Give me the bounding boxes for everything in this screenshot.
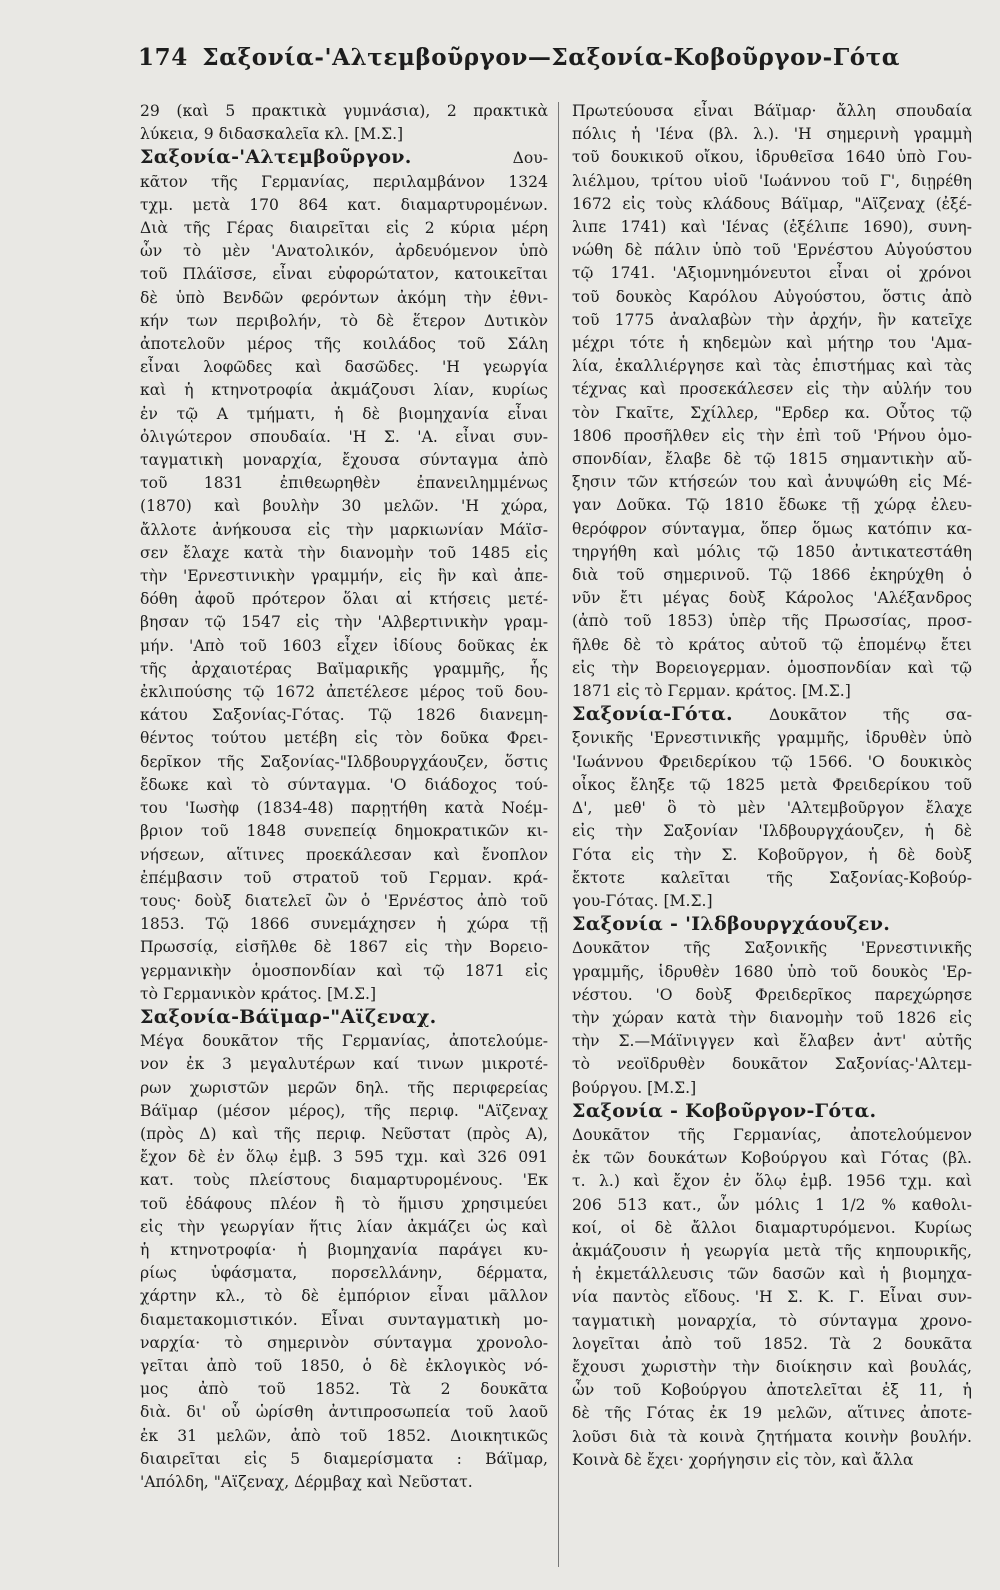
- line-text: 206 513 κατ., ὧν μόλις 1 1/2 % καθολι-: [572, 1195, 972, 1214]
- text-line: [572, 634, 972, 657]
- text-line: [140, 844, 548, 867]
- text-line: [140, 287, 548, 310]
- right-column: [572, 100, 972, 1472]
- text-line: [140, 146, 548, 170]
- line-text: κᾶτον τῆς Γερμανίας, περιλαμβάνον 1324: [140, 172, 548, 191]
- line-text: λιπε 1741) καὶ 'Ιένας (ἐξέλιπε 1690), συνη-: [572, 218, 972, 237]
- text-line: [572, 309, 972, 332]
- text-line: [140, 727, 548, 750]
- line-text: διὰ τοῦ σημερινοῦ. Τῷ 1866 ἐκηρύχθη ὁ: [572, 566, 972, 585]
- text-line: [140, 310, 548, 333]
- text-line: [572, 587, 972, 610]
- text-line: [140, 542, 548, 565]
- line-text: 29 (καὶ 5 πρακτικὰ γυμνάσια), 2 πρακτικὰ: [140, 102, 548, 120]
- line-text: εἰς τὴν γεωργίαν ἥτις λίαν ἀκμάζει ὡς καὶ: [140, 1217, 548, 1236]
- text-line: [572, 1333, 972, 1356]
- text-line: [140, 123, 548, 146]
- text-line: [572, 216, 972, 239]
- line-text: νῦν ἔτι μέγας δοὺξ Κάρολος 'Αλέξανδρος: [572, 589, 972, 608]
- line-text: Δουκᾶτον τῆς Γερμανίας, ἀποτελούμενον: [572, 1125, 972, 1144]
- line-text: (πρὸς Δ) καὶ τῆς περιφ. Νεῦστατ (πρὸς Α),: [140, 1124, 548, 1143]
- text-line: [140, 519, 548, 542]
- text-line: [140, 1030, 548, 1053]
- text-line: [572, 844, 972, 867]
- line-text: εἶναι λοφῶδες καὶ δασῶδες. 'Η γεωργία: [140, 358, 548, 377]
- line-text: ρίως ὑφάσματα, πορσελλάνην, δέρματα,: [140, 1264, 548, 1283]
- text-line: [572, 146, 972, 169]
- text-line: [572, 193, 972, 216]
- text-line: [140, 263, 548, 286]
- line-text: λιέλμου, τρίτου υἱοῦ 'Ιωάννου τοῦ Γ', διῃρέθη: [572, 171, 972, 190]
- text-line: [572, 797, 972, 820]
- text-line: [572, 518, 972, 541]
- text-line: [572, 262, 972, 285]
- text-line: [572, 1240, 972, 1263]
- text-line: [572, 471, 972, 494]
- line-text: Γότα εἰς τὴν Σ. Κοβοῦργον, ἡ δὲ δοὺξ: [572, 845, 972, 864]
- line-text: ἔχουσι χωριστὴν τὴν διοίκησιν καὶ βουλάς,: [572, 1357, 972, 1376]
- line-text: τῷ 1741. 'Αξιομνημόνευτοι εἶναι οἱ χρόνοι: [572, 264, 972, 283]
- line-text: Πρωσσίᾳ, εἰσῆλθε δὲ 1867 εἰς τὴν Βορειο-: [140, 938, 548, 957]
- text-line: [572, 680, 972, 703]
- line-text: καὶ ἡ κτηνοτροφία ἀκμάζουσι λίαν, κυρίως: [140, 381, 548, 400]
- text-line: [572, 425, 972, 448]
- text-line: [572, 1310, 972, 1333]
- line-text: ἔδωκε καὶ τὸ σύνταγμα. 'Ο διάδοχος τού-: [140, 775, 548, 794]
- line-text: χάρτην κλ., τὸ δὲ ἐμπόριον εἶναι μᾶλλον: [140, 1287, 548, 1306]
- line-text: πόλις ἡ 'Ιένα (βλ. λ.). 'Η σημερινὴ γραμμὴ: [572, 125, 972, 144]
- text-line: [140, 1006, 548, 1030]
- text-line: [572, 286, 972, 309]
- entry-headword: Σαξονία-Βάϊμαρ-"Αϊζεναχ.: [140, 1005, 437, 1028]
- line-text: ἐκ 31 μελῶν, ἀπὸ τοῦ 1852. Διοικητικῶς: [140, 1426, 548, 1445]
- text-line: [572, 1263, 972, 1286]
- text-line: [140, 171, 548, 194]
- text-line: [140, 217, 548, 240]
- line-text: δὲ ὑπὸ Βενδῶν φερόντων ἀκόμη τὴν ἐθνι-: [140, 288, 548, 307]
- text-line: [572, 1356, 972, 1379]
- text-line: [140, 1285, 548, 1308]
- text-line: [572, 378, 972, 401]
- line-text: ἀποτελοῦν μέρος τῆς κοιλάδος τοῦ Σάλη: [140, 335, 548, 354]
- line-text: ἡ κτηνοτροφία· ἡ βιομηχανία παράγει κυ-: [140, 1240, 548, 1259]
- left-column: [140, 100, 548, 1494]
- text-line: [140, 1123, 548, 1146]
- line-text: ῆλθε δὲ τὸ κράτος αὐτοῦ τῷ ἑπομένῳ ἔτει: [572, 635, 972, 654]
- line-text: λία, ἐκαλλιέργησε καὶ τὰς ἐπιστήμας καὶ τὰς: [572, 357, 972, 376]
- text-line: [572, 239, 972, 262]
- text-line: [140, 1193, 548, 1216]
- text-line: [572, 564, 972, 587]
- line-text: Δουκᾶτον τῆς σα-: [768, 706, 972, 725]
- line-text: νία παντὸς εἴδους. 'Η Σ. Κ. Γ. Εἶναι συν-: [572, 1288, 972, 1307]
- entry-headword: Σαξονία-'Αλτεμβοῦργον.: [140, 146, 412, 169]
- text-line: [572, 541, 972, 564]
- text-line: [140, 1262, 548, 1285]
- line-text: τοῦ 1831 ἐπιθεωρηθὲν ἐπανειλημμένως: [140, 474, 548, 493]
- line-text: τ. λ.) καὶ ἔχον ἐν ὅλῳ ἐμβ. 1956 τχμ. καὶ: [572, 1172, 972, 1191]
- line-text: τὸ Γερμανικὸν κράτος. [Μ.Σ.]: [140, 984, 377, 1003]
- line-text: γραμμῆς, ἱδρυθὲν 1680 ὑπὸ τοῦ δουκὸς 'Ερ-: [572, 962, 972, 981]
- line-text: μος ἀπὸ τοῦ 1852. Τὰ 2 δουκᾶτα: [140, 1380, 548, 1399]
- text-line: [572, 1124, 972, 1147]
- text-line: [140, 1239, 548, 1262]
- text-line: [140, 333, 548, 356]
- line-text: Βάϊμαρ (μέσον μέρος), τῆς περιφ. "Αϊζεναχ: [140, 1101, 548, 1120]
- line-text: διαμετακομιστικόν. Εἶναι συνταγματικὴ μο-: [140, 1310, 548, 1329]
- text-line: [140, 1053, 548, 1076]
- line-text: νέστου. 'Ο δοὺξ Φρειδερῖκος παρεχώρησε: [572, 985, 972, 1004]
- line-text: ναρχία· τὸ σημερινὸν σύνταγμα χρονολο-: [140, 1333, 548, 1352]
- text-line: [140, 403, 548, 426]
- line-text: τχμ. μετὰ 170 864 κατ. διαμαρτυρομένων.: [140, 195, 548, 214]
- line-text: γερμανικὴν ὁμοσπονδίαν καὶ τῷ 1871 εἰς: [140, 961, 548, 980]
- text-line: [572, 867, 972, 890]
- text-line: [140, 774, 548, 797]
- text-line: [140, 1471, 548, 1494]
- text-line: [572, 1217, 972, 1240]
- text-line: [140, 1146, 548, 1169]
- text-line: [140, 565, 548, 588]
- text-line: [140, 681, 548, 704]
- line-text: νήσεων, αἵτινες προεκάλεσαν καὶ ἔνοπλον: [140, 845, 548, 864]
- line-text: δὲ τῆς Γότας ἐκ 19 μελῶν, αἵτινες ἀποτε-: [572, 1404, 972, 1423]
- text-line: [140, 936, 548, 959]
- line-text: ἡ ἐκμετάλλευσις τῶν δασῶν καὶ ἡ βιομηχα-: [572, 1265, 972, 1284]
- text-line: [572, 402, 972, 425]
- text-line: [140, 1448, 548, 1471]
- text-line: [572, 913, 972, 937]
- entry-headword: Σαξονία - 'Ιλδβουργχάουζεν.: [572, 913, 891, 936]
- line-text: βούργου. [Μ.Σ.]: [572, 1078, 697, 1097]
- text-line: [140, 913, 548, 936]
- line-text: 1806 προσῆλθεν εἰς τὴν ἐπὶ τοῦ 'Ρήνου ὁμο-: [572, 426, 972, 445]
- text-line: [140, 240, 548, 263]
- line-text: Δου-: [512, 149, 548, 168]
- line-text: Πρωτεύουσα εἶναι Βάϊμαρ· ἄλλη σπουδαία: [572, 102, 972, 120]
- line-text: ἐν τῷ Α τμήματι, ἡ δὲ βιομηχανία εἶναι: [140, 404, 548, 423]
- text-line: [572, 1100, 972, 1124]
- line-text: γου-Γότας. [Μ.Σ.]: [572, 891, 713, 910]
- text-line: [572, 984, 972, 1007]
- running-title: Σαξονία-'Αλτεμβοῦργον—Σαξονία-Κοβοῦργον-Γότα: [202, 44, 901, 71]
- line-text: Δ', μεθ' ὃ τὸ μὲν 'Αλτεμβοῦργον ἔλαχε: [572, 799, 972, 818]
- running-head: [138, 44, 938, 71]
- line-text: βησαν τῷ 1547 εἰς τὴν 'Αλβερτινικὴν γραμ-: [140, 613, 548, 632]
- text-line: [572, 610, 972, 633]
- text-line: [140, 867, 548, 890]
- line-text: 1853. Τῷ 1866 συνεμάχησεν ἡ χώρα τῇ: [140, 915, 548, 934]
- text-line: [572, 448, 972, 471]
- line-text: εἰς τὴν Σαξονίαν 'Ιλδβουργχάουζεν, ἡ δὲ: [572, 822, 972, 841]
- text-line: [140, 1332, 548, 1355]
- line-text: ἔκτοτε καλεῖται τῆς Σαξονίας-Κοβούρ-: [572, 868, 972, 887]
- line-text: διὰ. δι' οὗ ὡρίσθη ἀντιπροσωπεία τοῦ λαοῦ: [140, 1403, 548, 1422]
- line-text: Δουκᾶτον τῆς Σαξονικῆς 'Ερνεστινικῆς: [572, 939, 972, 958]
- line-text: δερῖκον τῆς Σαξονίας-"Ιλδβουργχάουζεν, ὅστις: [140, 752, 548, 771]
- text-line: [140, 379, 548, 402]
- line-text: οἶκος ἔληξε τῷ 1825 μετὰ Φρειδερίκου τοῦ: [572, 775, 972, 794]
- text-line: [572, 100, 972, 123]
- line-text: 'Ιωάννου Φρειδερίκου τῷ 1566. 'Ο δουκικὸς: [572, 752, 972, 771]
- text-line: [140, 1401, 548, 1424]
- text-line: [140, 426, 548, 449]
- line-text: ὀλιγώτερον σπουδαία. 'Η Σ. 'Α. εἶναι συν-: [140, 427, 548, 446]
- line-text: ὧν τὸ μὲν 'Ανατολικόν, ἀρδευόμενον ὑπὸ: [140, 242, 548, 261]
- line-text: τὸ νεοϊδρυθὲν δουκᾶτον Σαξονίας-'Αλτεμ-: [572, 1055, 972, 1074]
- line-text: τοῦ Πλάϊσσε, εἶναι εὐφορώτατον, κατοικεῖται: [140, 265, 548, 284]
- text-line: [572, 961, 972, 984]
- text-line: [572, 1007, 972, 1030]
- line-text: ἐκλιπούσης τῷ 1672 ἀπετέλεσε μέρος τοῦ δου-: [140, 683, 548, 702]
- line-text: δόθη ἀφοῦ πρότερον ὅλαι αἱ κτήσεις μετέ-: [140, 590, 548, 609]
- line-text: σεν ἔλαχε κατὰ τὴν διανομὴν τοῦ 1485 εἰς: [140, 543, 548, 562]
- text-line: [140, 890, 548, 913]
- text-line: [140, 1169, 548, 1192]
- text-line: [140, 1355, 548, 1378]
- text-line: [140, 1100, 548, 1123]
- line-text: (1870) καὶ βουλὴν 30 μελῶν. 'Η χώρα,: [140, 497, 548, 516]
- text-line: [140, 797, 548, 820]
- line-text: τέχνας καὶ προσεκάλεσεν εἰς τὴν αὐλήν του: [572, 380, 972, 399]
- text-line: [140, 1378, 548, 1401]
- text-line: [140, 751, 548, 774]
- line-text: τὸν Γκαῖτε, Σχίλλερ, "Ερδερ κα. Οὗτος τῷ: [572, 403, 972, 422]
- line-text: λοῦσι διὰ τὰ κοινὰ ζητήματα κοινὴν βουλήν.: [572, 1427, 972, 1446]
- text-line: [140, 1309, 548, 1332]
- line-text: Μέγα δουκᾶτον τῆς Γερμανίας, ἀποτελούμε-: [140, 1032, 548, 1051]
- line-text: τοῦ ἐδάφους πλέον ἢ τὸ ἥμισυ χρησιμεύει: [140, 1194, 548, 1213]
- text-line: [572, 1402, 972, 1425]
- text-line: [572, 170, 972, 193]
- line-text: ρων χωριστῶν μερῶν δηλ. τῆς περιφερείας: [140, 1078, 548, 1097]
- entry-headword: Σαξονία - Κοβοῦργον-Γότα.: [572, 1099, 877, 1122]
- line-text: ἐπέμβασιν τοῦ στρατοῦ τοῦ Γερμαν. κρά-: [140, 868, 548, 887]
- text-line: [572, 890, 972, 913]
- line-text: 1871 εἰς τὸ Γερμαν. κράτος. [Μ.Σ.]: [572, 682, 851, 701]
- text-line: [140, 588, 548, 611]
- line-text: ἀκμάζουσιν ἡ γεωργία μετὰ τῆς κηπουρικῆς,: [572, 1241, 972, 1260]
- text-line: [572, 1194, 972, 1217]
- line-text: 'Απόλδη, "Αϊζεναχ, Δέρμβαχ καὶ Νεῦστατ.: [140, 1472, 473, 1491]
- text-line: [140, 960, 548, 983]
- text-line: [140, 495, 548, 518]
- line-text: ξησιν τῶν κτήσεών του καὶ ἀνυψώθη εἰς Μέ-: [572, 473, 972, 492]
- text-line: [572, 1449, 972, 1472]
- line-text: ὧν τοῦ Κοβούργου ἀποτελεῖται ἐξ 11, ἡ: [572, 1381, 972, 1400]
- line-text: λογεῖται ἀπὸ τοῦ 1852. Τὰ 2 δουκᾶτα: [572, 1334, 972, 1353]
- text-line: [140, 983, 548, 1006]
- text-line: [140, 658, 548, 681]
- line-text: τὴν 'Ερνεστινικὴν γραμμήν, εἰς ἣν καὶ ἀπε-: [140, 567, 548, 586]
- line-text: τὴν χώραν κατὰ τὴν διανομὴν τοῦ 1826 εἰς: [572, 1008, 972, 1027]
- text-line: [572, 1426, 972, 1449]
- line-text: ξονικῆς 'Ερνεστινικῆς γραμμῆς, ἱδρυθὲν ὑπὸ: [572, 729, 972, 748]
- line-text: εἰς τὴν Βορειογερμαν. ὁμοσπονδίαν καὶ τῷ: [572, 658, 972, 677]
- line-text: μήν. 'Απὸ τοῦ 1603 εἶχεν ἰδίους δοῦκας ἐκ: [140, 636, 548, 655]
- line-text: τηργήθη καὶ μόλις τῷ 1850 ἀντικατεστάθη: [572, 542, 972, 561]
- text-line: [140, 820, 548, 843]
- text-line: [140, 1077, 548, 1100]
- line-text: κατ. τοὺς πλείστους διαμαρτυρομένους. 'Εκ: [140, 1171, 548, 1190]
- line-text: νώθη δὲ πάλιν ὑπὸ τοῦ 'Ερνέστου Αὐγούστου: [572, 241, 972, 260]
- line-text: βριον τοῦ 1848 συνεπείᾳ δημοκρατικῶν κι-: [140, 822, 548, 841]
- text-line: [572, 1379, 972, 1402]
- line-text: θερόφρον σύνταγμα, ὅπερ ὅμως κατόπιν κα-: [572, 519, 972, 538]
- text-line: [140, 449, 548, 472]
- text-line: [572, 1030, 972, 1053]
- entry-headword: Σαξονία-Γότα.: [572, 703, 733, 726]
- line-text: τῆς ἀρχαιοτέρας Βαϊμαρικῆς γραμμῆς, ἧς: [140, 659, 548, 678]
- line-text: γεῖται ἀπὸ τοῦ 1850, ὁ δὲ ἐκλογικὸς νό-: [140, 1356, 548, 1375]
- line-text: του 'Ιωσὴφ (1834-48) παρῃτήθη κατὰ Νοέμ-: [140, 799, 548, 818]
- line-text: νον ἐκ 3 μεγαλυτέρων καί τινων μικροτέ-: [140, 1055, 548, 1074]
- line-text: τὴν Σ.—Μάϊνιγγεν καὶ ἔλαβεν ἀντ' αὐτῆς: [572, 1032, 972, 1051]
- text-line: [572, 703, 972, 727]
- line-text: (ἀπὸ τοῦ 1853) ὑπὲρ τῆς Πρωσσίας, προσ-: [572, 612, 972, 631]
- line-text: τους· δοὺξ διατελεῖ ὢν ὁ 'Ερνέστος ἀπὸ τοῦ: [140, 891, 548, 910]
- line-text: σπονδίαν, ἔλαβε δὲ τῷ 1815 σημαντικὴν αὔ-: [572, 450, 972, 469]
- text-line: [572, 774, 972, 797]
- line-text: κοί, οἱ δὲ ἄλλοι διαμαρτυρόμενοι. Κυρίως: [572, 1218, 972, 1237]
- text-line: [572, 1053, 972, 1076]
- line-text: ταγματικὴ μοναρχία, τὸ σύνταγμα χρονο-: [572, 1311, 972, 1330]
- line-text: θέντος τούτου μετέβη εἰς τὸν δοῦκα Φρει-: [140, 729, 548, 748]
- column-divider: [558, 102, 559, 1567]
- line-text: ἄλλοτε ἀνήκουσα εἰς τὴν μαρκιωνίαν Μάϊσ-: [140, 520, 548, 539]
- page-number: 174: [138, 44, 188, 71]
- line-text: λύκεια, 9 διδασκαλεῖα κλ. [Μ.Σ.]: [140, 125, 404, 144]
- text-line: [572, 123, 972, 146]
- line-text: τοῦ δουκικοῦ οἴκου, ἱδρυθεῖσα 1640 ὑπὸ Γου-: [572, 148, 972, 167]
- text-line: [140, 194, 548, 217]
- text-line: [572, 1147, 972, 1170]
- text-line: [572, 751, 972, 774]
- line-text: τοῦ δουκὸς Καρόλου Αὐγούστου, ὅστις ἀπὸ: [572, 287, 972, 306]
- text-line: [140, 1425, 548, 1448]
- text-line: [572, 727, 972, 750]
- text-line: [572, 1286, 972, 1309]
- text-line: [572, 820, 972, 843]
- line-text: τοῦ 1775 ἀναλαβὼν τὴν ἀρχήν, ἣν κατεῖχε: [572, 310, 972, 329]
- line-text: κήν των περιβολήν, τὸ δὲ ἕτερον Δυτικὸν: [140, 311, 548, 330]
- line-text: Κοινὰ δὲ ἔχει· χορήγησιν εἰς τὸν, καὶ ἄλλα: [572, 1450, 914, 1469]
- text-line: [140, 100, 548, 123]
- text-line: [140, 472, 548, 495]
- text-line: [140, 1216, 548, 1239]
- text-line: [572, 355, 972, 378]
- text-line: [140, 611, 548, 634]
- line-text: κάτου Σαξονίας-Γότας. Τῷ 1826 διανεμη-: [140, 706, 548, 725]
- line-text: 1672 εἰς τοὺς κλάδους Βάϊμαρ, "Αϊζεναχ (ἐξέ-: [572, 194, 972, 213]
- text-line: [572, 1170, 972, 1193]
- text-line: [572, 937, 972, 960]
- line-text: διαιρεῖται εἰς 5 διαμερίσματα : Βάϊμαρ,: [140, 1449, 548, 1468]
- text-line: [572, 657, 972, 680]
- line-text: ταγματικὴ μοναρχία, ἔχουσα σύνταγμα ἀπὸ: [140, 451, 548, 470]
- text-line: [572, 1077, 972, 1100]
- text-line: [572, 332, 972, 355]
- line-text: Διὰ τῆς Γέρας διαιρεῖται εἰς 2 κύρια μέρη: [140, 219, 548, 238]
- text-line: [140, 704, 548, 727]
- text-line: [140, 635, 548, 658]
- line-text: μέχρι τότε ἡ κηδεμὼν καὶ μήτηρ του 'Αμα-: [572, 334, 972, 353]
- text-line: [140, 356, 548, 379]
- text-line: [572, 494, 972, 517]
- line-text: ἐκ τῶν δουκάτων Κοβούργου καὶ Γότας (βλ.: [572, 1149, 972, 1168]
- line-text: ἔχον δὲ ἐν ὅλῳ ἐμβ. 3 595 τχμ. καὶ 326 091: [140, 1148, 548, 1167]
- line-text: γαν Δοῦκα. Τῷ 1810 ἔδωκε τῇ χώρᾳ ἐλευ-: [572, 496, 972, 515]
